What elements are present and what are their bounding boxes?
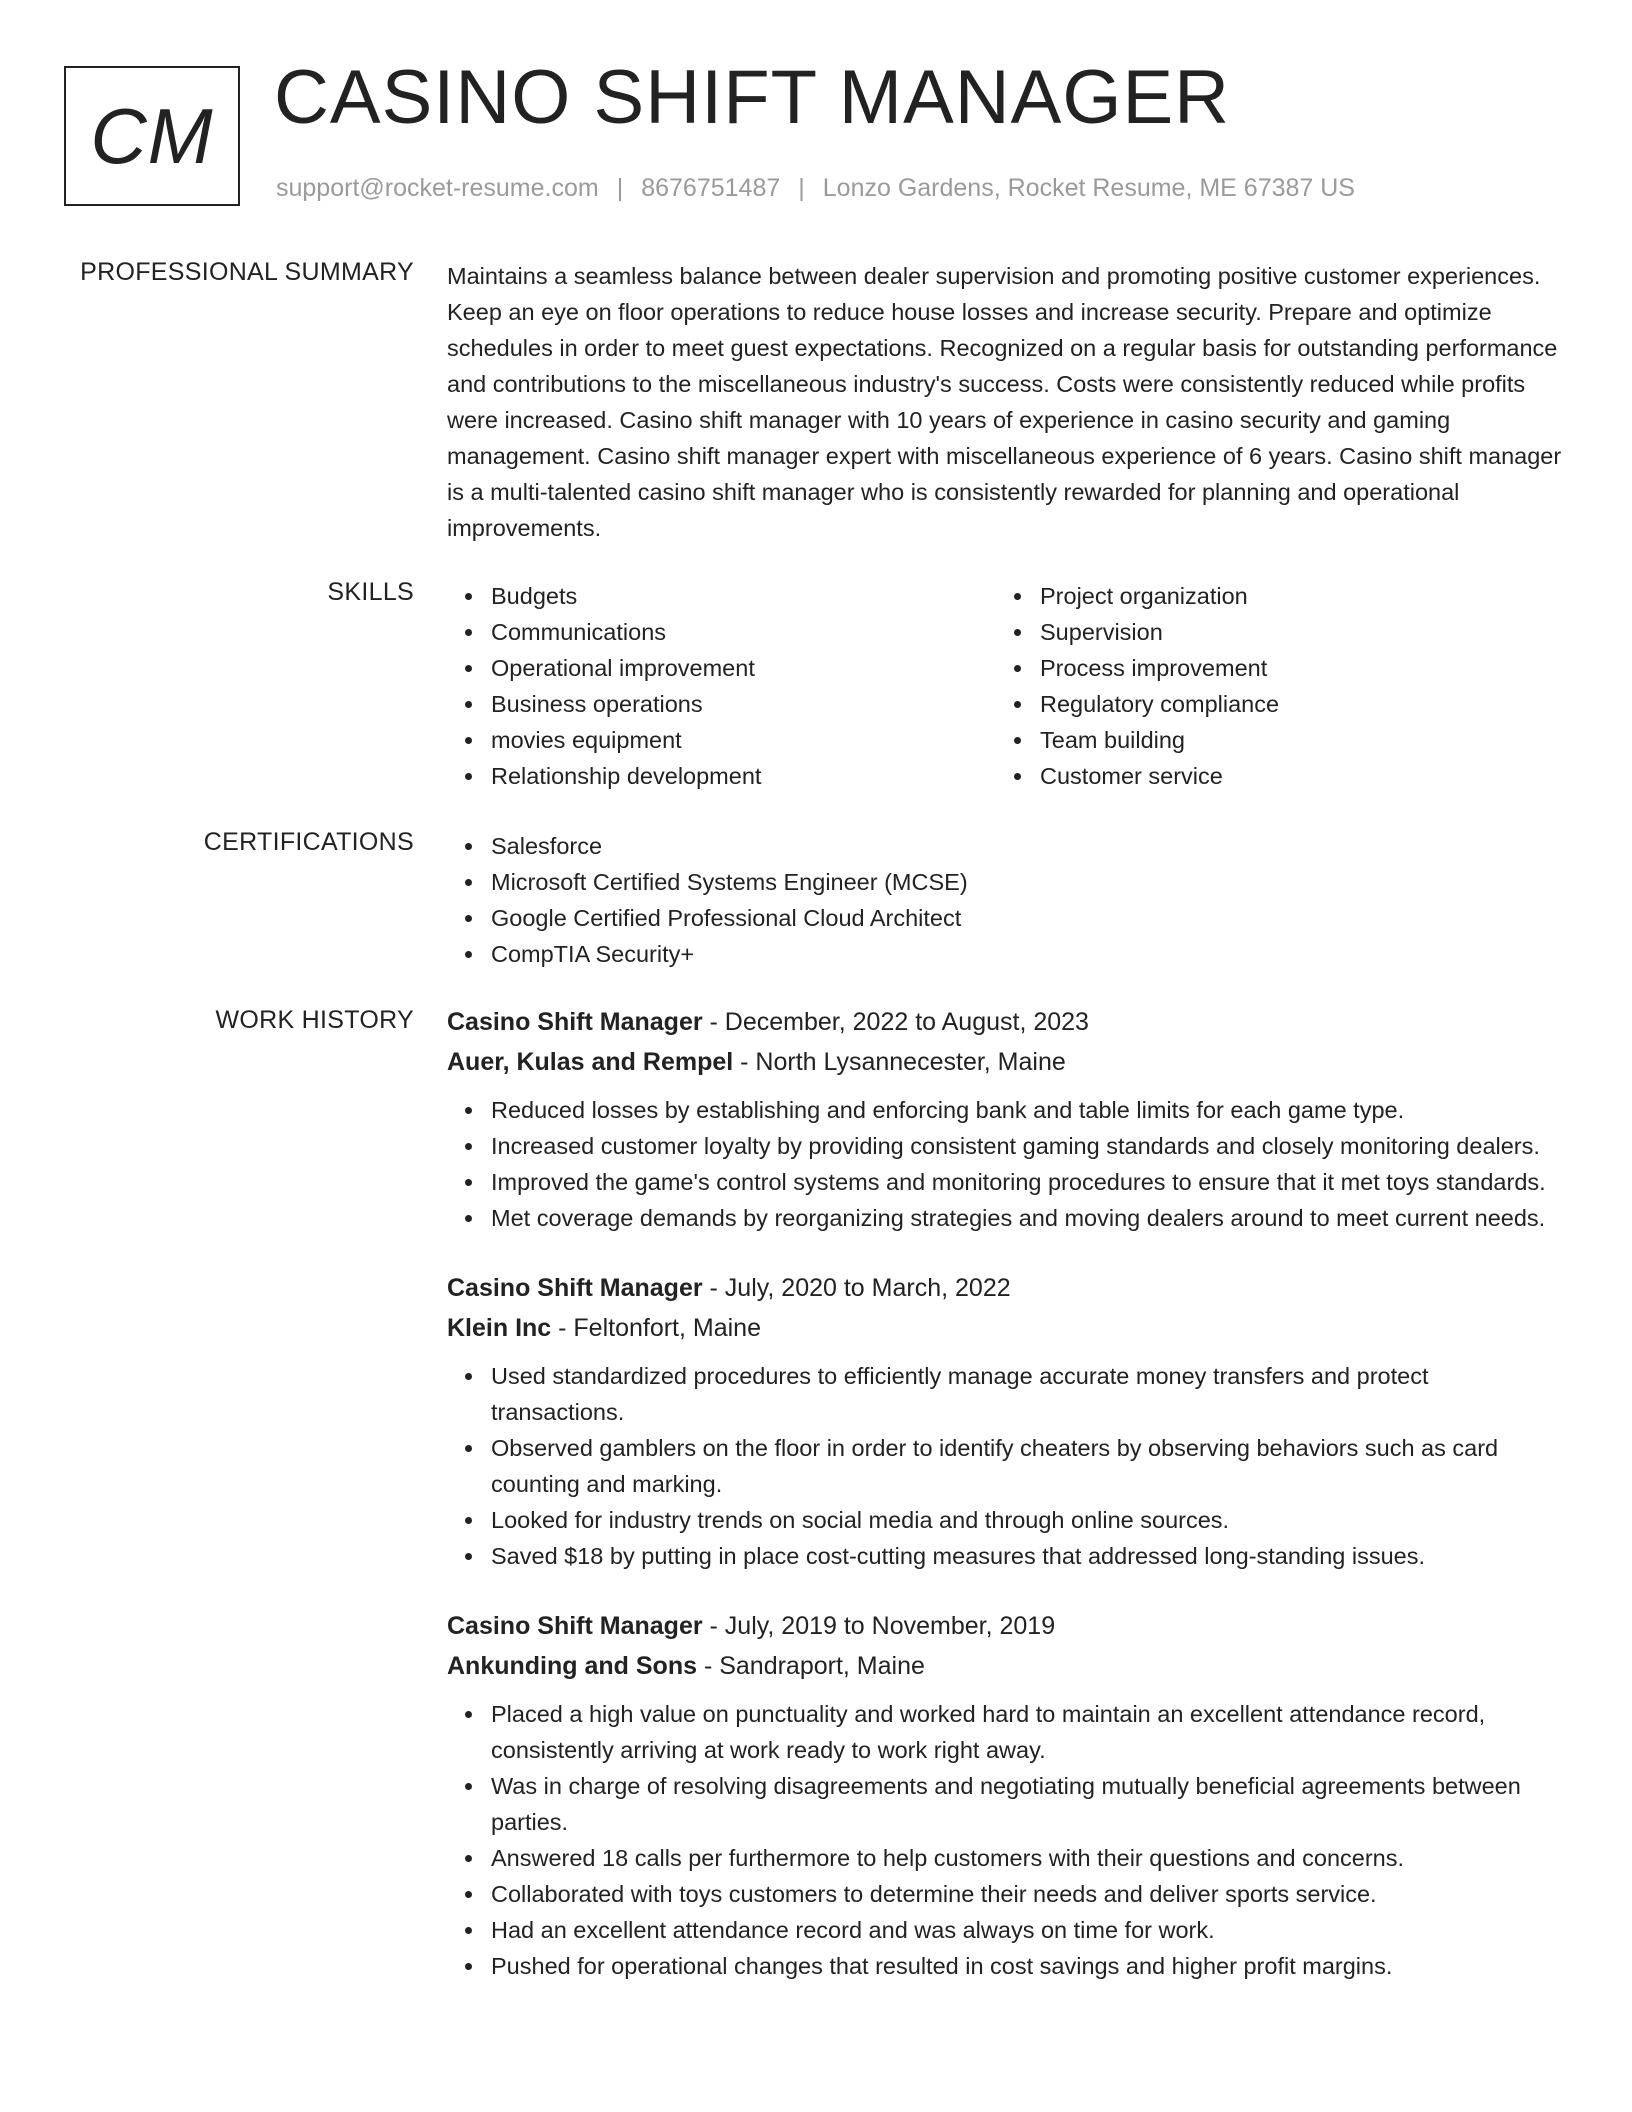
skill-item: Regulatory compliance: [1040, 686, 1545, 722]
summary-text: Maintains a seamless balance between dealer supervision and promoting positive customer experiences. Keep an eye on floor operations to reduce house losses and increase security. Prepare and optimize schedules in order to meet guest expectations. Recognized on a regular basis for outstanding performance and contributions to the miscellaneous industry's success. Costs were consistently reduced while profits were increased. Casino shift manager with 10 years of experience in casino security and gaming management. Casino shift manager expert with miscellaneous experience of 6 years. Casino shift manager is a multi-talented casino shift manager who is consistently rewarded for planning and operational improvements.: [447, 263, 1562, 541]
job-bullet: Looked for industry trends on social media and through online sources.: [491, 1502, 1562, 1538]
job-company: Auer, Kulas and Rempel: [447, 1048, 734, 1076]
section-label-work-history: WORK HISTORY: [215, 1006, 414, 1034]
job-company: Ankunding and Sons: [447, 1652, 697, 1680]
job-title-line: [447, 1606, 1562, 1646]
skills-list-right: [996, 578, 1545, 794]
skill-item: Supervision: [1040, 614, 1545, 650]
job-bullet: Had an excellent attendance record and was always on time for work.: [491, 1912, 1562, 1948]
job-title-line: [447, 1002, 1562, 1042]
summary-body: [447, 258, 1562, 546]
skills-list-left: [447, 578, 996, 794]
job-title: Casino Shift Manager: [447, 1274, 703, 1302]
job-title: Casino Shift Manager: [447, 1612, 703, 1640]
skill-item: Team building: [1040, 722, 1545, 758]
job-dates: - July, 2019 to November, 2019: [702, 1612, 1056, 1640]
job-entry: [447, 1268, 1562, 1574]
job-bullet: Collaborated with toys customers to determine their needs and deliver sports service.: [491, 1876, 1562, 1912]
job-entry: [447, 1606, 1562, 1984]
job-bullet: Increased customer loyalty by providing consistent gaming standards and closely monitoring dealers.: [491, 1128, 1562, 1164]
job-company-line: [447, 1308, 1562, 1348]
section-label-certifications: CERTIFICATIONS: [203, 828, 414, 856]
skills-body: [447, 578, 1562, 794]
job-company: Klein Inc: [447, 1314, 552, 1342]
skill-item: Process improvement: [1040, 650, 1545, 686]
job-bullet: Saved $18 by putting in place cost-cutting measures that addressed long-standing issues.: [491, 1538, 1562, 1574]
job-bullet: Answered 18 calls per furthermore to help customers with their questions and concerns.: [491, 1840, 1562, 1876]
job-bullet: Was in charge of resolving disagreements and negotiating mutually beneficial agreements between parties.: [491, 1768, 1562, 1840]
job-bullets: [447, 1092, 1562, 1236]
contact-email[interactable]: support@rocket-resume.com: [276, 174, 599, 202]
skill-item: Relationship development: [491, 758, 996, 794]
skill-item: Project organization: [1040, 578, 1545, 614]
job-company-line: [447, 1646, 1562, 1686]
job-bullet: Pushed for operational changes that resulted in cost savings and higher profit margins.: [491, 1948, 1562, 1984]
work-history-body: [447, 1002, 1562, 2016]
contact-separator: |: [798, 174, 805, 202]
job-location: - North Lysannecester, Maine: [733, 1048, 1066, 1076]
skill-item: Budgets: [491, 578, 996, 614]
job-dates: - December, 2022 to August, 2023: [702, 1008, 1089, 1036]
job-bullet: Placed a high value on punctuality and worked hard to maintain an excellent attendance record, consistently arriving at work ready to work right away.: [491, 1696, 1562, 1768]
certification-item: Microsoft Certified Systems Engineer (MCSE): [491, 864, 1562, 900]
skills-grid: [447, 578, 1562, 794]
job-bullet: Improved the game's control systems and monitoring procedures to ensure that it met toys standards.: [491, 1164, 1562, 1200]
contact-address: Lonzo Gardens, Rocket Resume, ME 67387 US: [822, 174, 1355, 202]
skill-item: Business operations: [491, 686, 996, 722]
skill-item: Operational improvement: [491, 650, 996, 686]
certification-item: Salesforce: [491, 828, 1562, 864]
section-label-skills: SKILLS: [327, 578, 414, 606]
job-bullets: [447, 1696, 1562, 1984]
certification-item: Google Certified Professional Cloud Architect: [491, 900, 1562, 936]
job-bullet: Used standardized procedures to efficiently manage accurate money transfers and protect transactions.: [491, 1358, 1562, 1430]
contact-phone[interactable]: 8676751487: [641, 174, 781, 202]
initials-monogram: CM: [64, 66, 240, 206]
job-location: - Sandraport, Maine: [697, 1652, 925, 1680]
job-bullets: [447, 1358, 1562, 1574]
contact-separator: |: [616, 174, 624, 202]
skill-item: Communications: [491, 614, 996, 650]
job-bullet: Reduced losses by establishing and enforcing bank and table limits for each game type.: [491, 1092, 1562, 1128]
job-entry: [447, 1002, 1562, 1236]
certifications-body: [447, 828, 1562, 972]
skill-item: movies equipment: [491, 722, 996, 758]
job-company-line: [447, 1042, 1562, 1082]
job-dates: - July, 2020 to March, 2022: [702, 1274, 1011, 1302]
job-title: Casino Shift Manager: [447, 1008, 703, 1036]
section-label-summary: PROFESSIONAL SUMMARY: [80, 258, 414, 286]
skill-item: Customer service: [1040, 758, 1545, 794]
job-bullet: Met coverage demands by reorganizing strategies and moving dealers around to meet current needs.: [491, 1200, 1562, 1236]
job-title-line: [447, 1268, 1562, 1308]
page-title: CASINO SHIFT MANAGER: [274, 55, 1231, 140]
certifications-list: [447, 828, 1562, 972]
job-location: - Feltonfort, Maine: [551, 1314, 761, 1342]
contact-line: [276, 174, 1355, 203]
job-bullet: Observed gamblers on the floor in order to identify cheaters by observing behaviors such as card counting and marking.: [491, 1430, 1562, 1502]
certification-item: CompTIA Security+: [491, 936, 1562, 972]
